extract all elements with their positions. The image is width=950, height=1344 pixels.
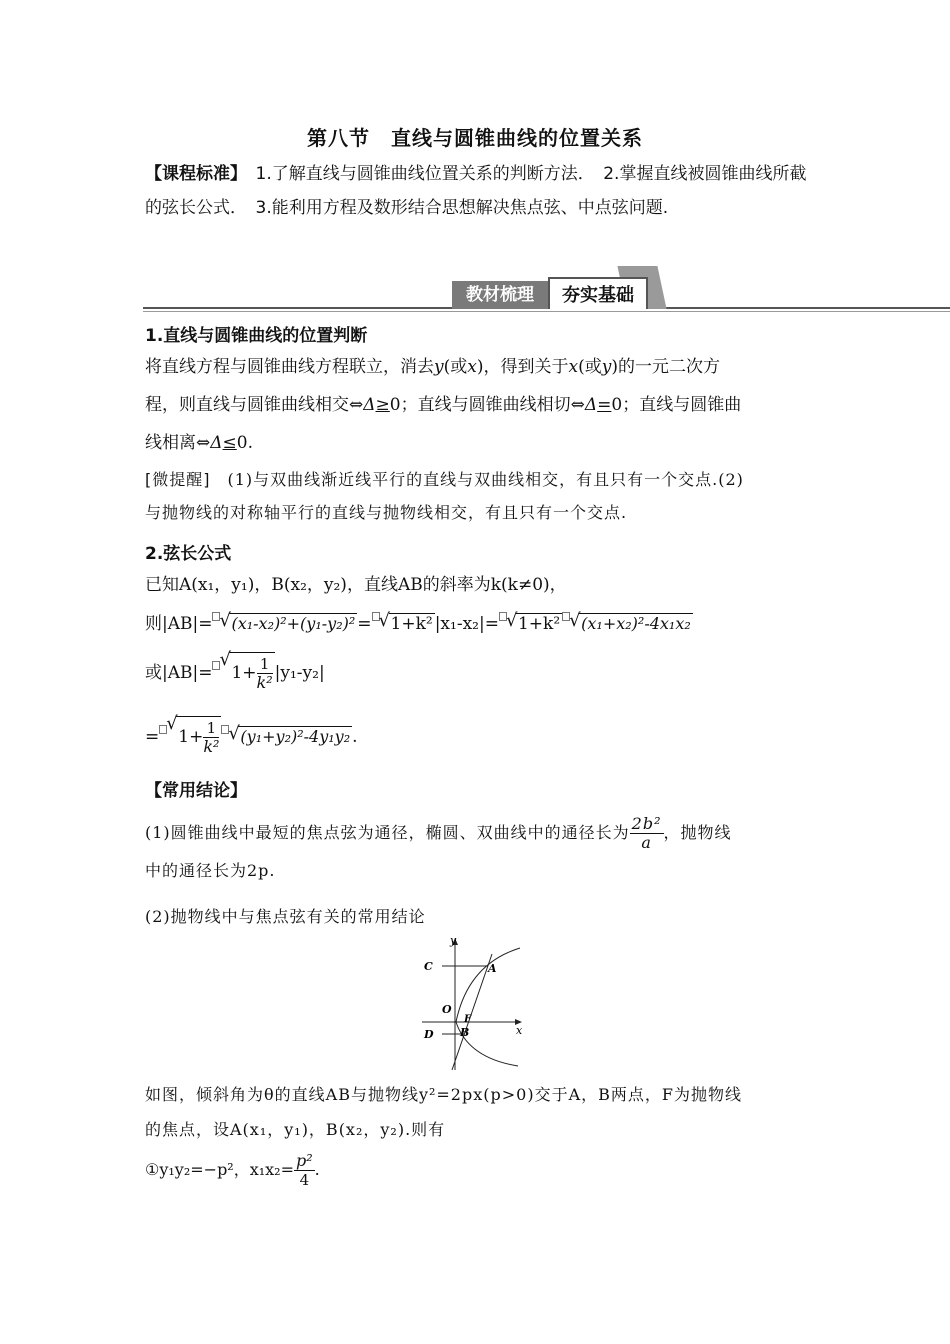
f1-sqrt-a: √ (x₁-x₂)²+(y₁-y₂)² [229, 613, 357, 633]
f3-frac [203, 719, 219, 756]
item1-frac [294, 1152, 315, 1189]
s1-l1-e: )的一元二次方 [611, 357, 720, 377]
s1-l3-end: . [247, 433, 254, 453]
tip-text2: 与抛物线的对称轴平行的直线与抛物线相交，有且只有一个交点. [145, 503, 628, 522]
section2-heading: 2.弦长公式 [145, 544, 232, 564]
f1-sqrt-e: √ (x₁+x₂)²-4x₁x₂ [579, 613, 693, 633]
formula-line3 [145, 716, 358, 756]
label-D: D [424, 1028, 434, 1041]
c1-den: a [641, 833, 652, 852]
f1-eq1: = [357, 614, 372, 634]
s1-l2-c: ；直线与圆锥曲 [622, 395, 742, 415]
s1-delta1: Δ [363, 395, 376, 415]
f3-num: 1 [203, 719, 219, 738]
c1-pre: (1)圆锥曲线中最短的焦点弦为通径，椭圆、双曲线中的通径长为 [145, 823, 630, 842]
label-A: A [488, 962, 497, 975]
s1-l1-b: (或 [443, 357, 468, 377]
item1-den: 4 [299, 1171, 310, 1189]
conclusion1 [145, 815, 810, 887]
s1-var-x2: x [568, 357, 579, 377]
f3-end: . [352, 727, 358, 747]
banner-right: 夯实基础 [548, 277, 648, 309]
f3-sqrt [176, 716, 221, 756]
banner-left: 教材梳理 [452, 281, 548, 309]
s1-zero2: 0 [611, 395, 623, 415]
formula-line2 [145, 652, 325, 692]
s1-var-y: y [434, 357, 444, 377]
f2-frac [257, 655, 273, 692]
course-standard-label: 【课程标准】 [145, 164, 239, 184]
parabola-figure [418, 936, 526, 1072]
conclusions-heading: 【常用结论】 [145, 781, 247, 801]
s1-l1-d: (或 [578, 357, 602, 377]
section2-known: 已知A(x₁，y₁)，B(x₂，y₂)，直线AB的斜率为k(k≠0)， [145, 575, 567, 595]
s1-var-x: x [467, 357, 477, 377]
c1-post: ，抛物线 [663, 823, 732, 842]
formula-line1 [145, 609, 693, 634]
section1-line3 [145, 426, 810, 460]
f2-den: k² [256, 673, 273, 692]
f1-sqrt-d: √ 1+k² [516, 613, 562, 634]
page-title: 第八节 直线与圆锥曲线的位置关系 [307, 126, 643, 150]
f2-tail: |y₁-y₂| [274, 663, 325, 683]
f1-sqrt-b: √ 1+k² [389, 613, 435, 634]
section1-line1 [145, 350, 810, 384]
conclusion1-line1 [145, 815, 810, 852]
section-rule-thin [143, 311, 950, 312]
conclusion1-line2: 中的通径长为2p. [145, 861, 276, 880]
course-standard [145, 157, 810, 225]
item1-pre: ①y₁y₂=−p²，x₁x₂= [145, 1160, 295, 1179]
s1-l2-a: 程，则直线与圆锥曲线相交⇔ [145, 395, 364, 415]
item1-num: p² [296, 1151, 313, 1170]
f3-den: k² [203, 737, 220, 756]
f2-prefix: 或|AB|= [145, 663, 213, 683]
tip-text1: (1)与双曲线渐近线平行的直线与双曲线相交，有且只有一个交点.(2) [210, 470, 744, 489]
f2-num: 1 [257, 655, 273, 674]
s1-l2-b: ；直线与圆锥曲线相切⇔ [400, 395, 585, 415]
body-line1: 如图，倾斜角为θ的直线AB与抛物线y²=2px(p>0)交于A，B两点，F为抛物线 [145, 1085, 742, 1104]
f1-prefix: 则|AB|= [145, 614, 213, 634]
tip-line1 [145, 463, 810, 496]
c1-num: 2b² [631, 814, 662, 833]
s1-delta2: Δ [584, 395, 598, 415]
c1-frac [630, 815, 664, 852]
s1-l1-a: 将直线方程与圆锥曲线方程联立，消去 [145, 357, 434, 377]
body-text [145, 1078, 810, 1146]
f2-sqrt [229, 652, 274, 692]
f3-prefix: = [145, 727, 160, 747]
s1-lt: ≤ [222, 433, 237, 453]
result-item1 [145, 1152, 810, 1189]
section1-heading: 1.直线与圆锥曲线的位置判断 [145, 326, 368, 346]
f1-c: |x₁-x₂|= [434, 614, 499, 634]
item1-post: . [314, 1160, 320, 1179]
f3-sqrt-e: √ (y₁+y₂)²-4y₁y₂ [238, 726, 352, 746]
s1-zero3: 0 [236, 433, 248, 453]
label-F: F [464, 1014, 472, 1025]
section1-body [145, 350, 810, 460]
section1-line2 [145, 388, 810, 422]
tip-label: [微提醒] [145, 470, 211, 489]
f2-one: 1+ [231, 663, 257, 683]
label-O: O [442, 1003, 452, 1016]
s1-l3-a: 线相离⇔ [145, 433, 211, 453]
s1-var-y2: y [601, 357, 612, 377]
body-line2: 的焦点，设A(x₁，y₁)，B(x₂，y₂).则有 [145, 1120, 446, 1139]
s1-gt: ≥ [375, 395, 390, 415]
label-x: x [516, 1024, 523, 1037]
conclusion2: (2)抛物线中与焦点弦有关的常用结论 [145, 907, 426, 926]
course-standard-text: 1.了解直线与圆锥曲线位置关系的判断方法． 2.掌握直线被圆锥曲线所截的弦长公式． 3.能利用方程及数形结合思想解决焦点弦、中点弦问题. [145, 164, 807, 218]
label-y: y [450, 936, 457, 947]
label-C: C [424, 960, 433, 973]
f3-one: 1+ [178, 727, 204, 747]
s1-delta3: Δ [210, 433, 223, 453]
s1-eq: = [597, 395, 612, 415]
s1-l1-c: )，得到关于 [476, 357, 569, 377]
s1-zero1: 0 [389, 395, 401, 415]
label-B: B [460, 1026, 470, 1039]
tip-block [145, 463, 810, 529]
